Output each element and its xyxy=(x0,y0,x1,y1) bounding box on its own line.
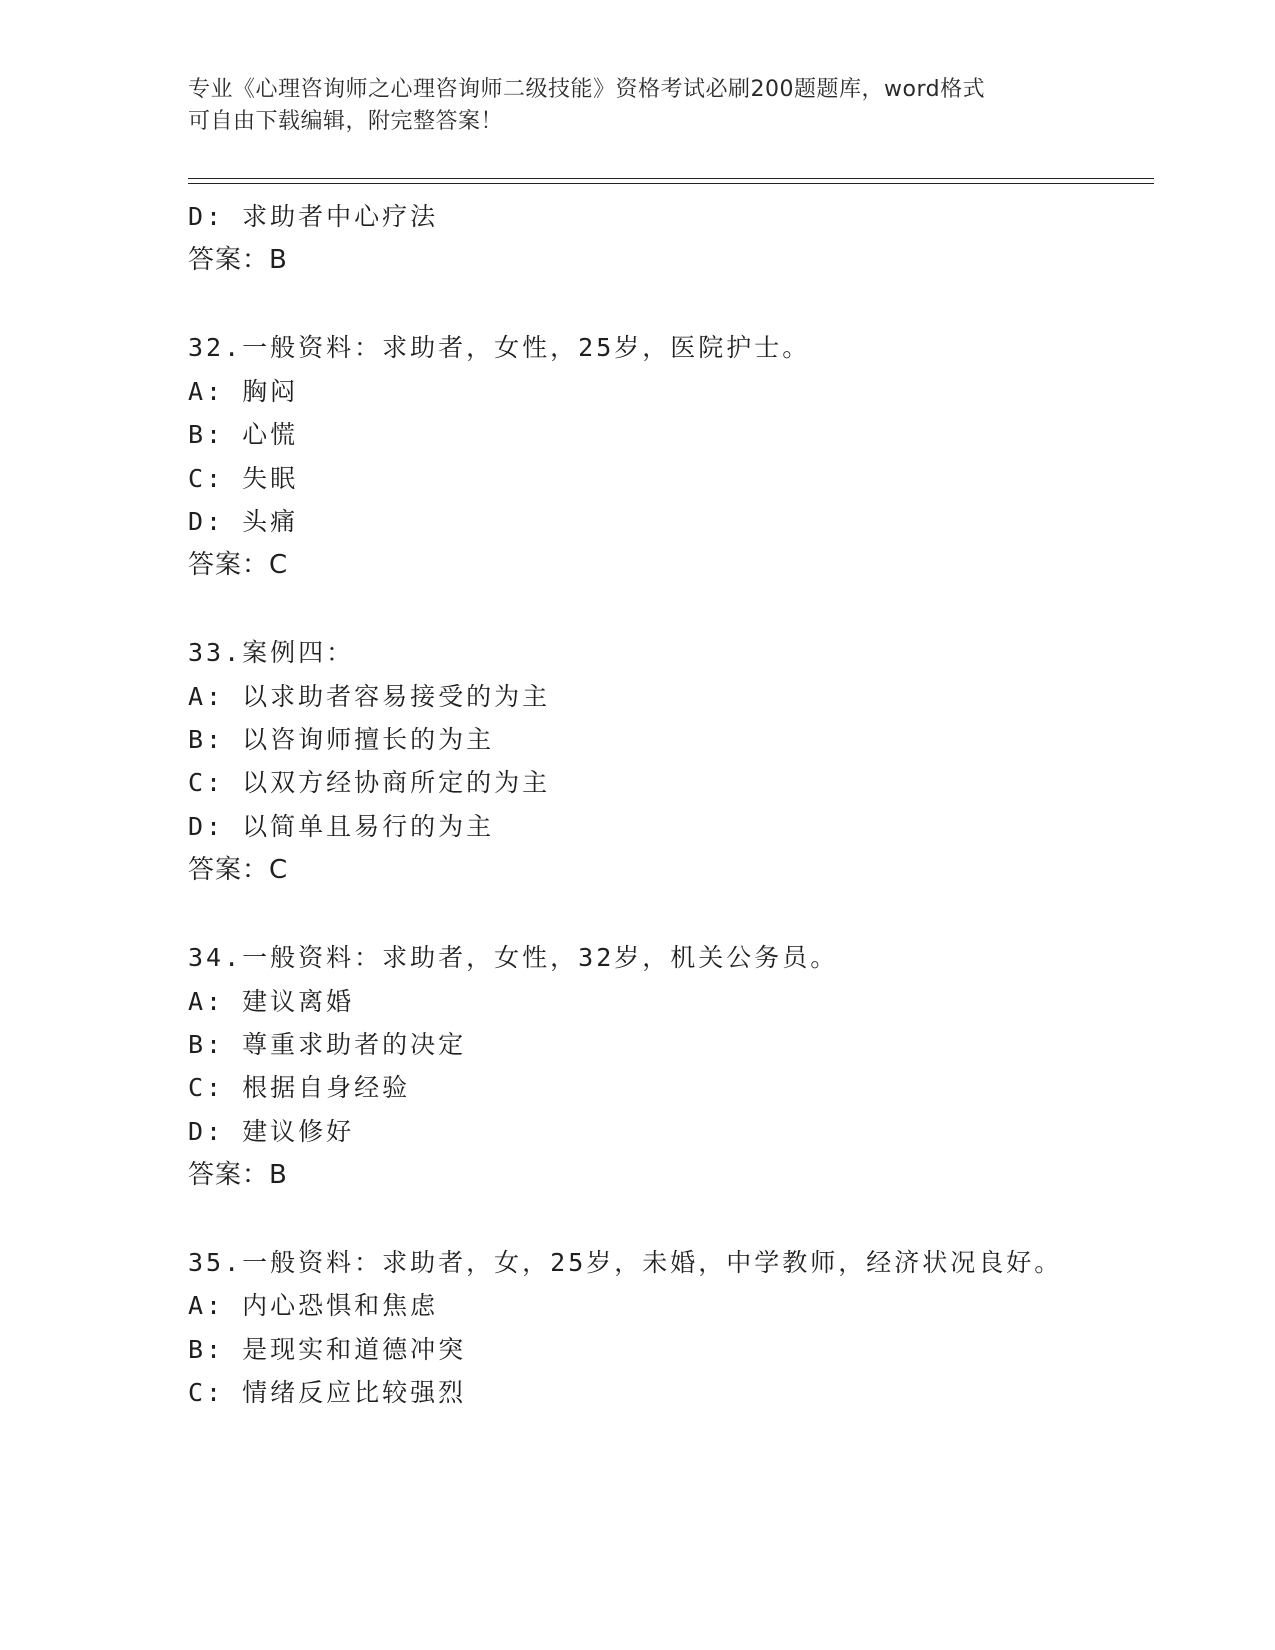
option-line: D: 建议修好 xyxy=(188,1117,355,1146)
question-line: 35.一般资料：求助者，女，25岁，未婚，中学教师，经济状况良好。 xyxy=(188,1248,1063,1277)
header-line-1: 专业《心理咨询师之心理咨询师二级技能》资格考试必刷200题题库，word格式 xyxy=(188,77,986,102)
answer-line: 答案：C xyxy=(188,855,289,885)
option-line: C: 以双方经协商所定的为主 xyxy=(188,768,551,797)
header-divider-top xyxy=(188,178,1154,179)
option-line: B: 尊重求助者的决定 xyxy=(188,1030,467,1059)
option-line: D: 求助者中心疗法 xyxy=(188,202,439,231)
document-header xyxy=(188,74,1088,138)
option-line: B: 以咨询师擅长的为主 xyxy=(188,725,495,754)
option-line: D: 头痛 xyxy=(188,507,299,536)
option-line: A: 建议离婚 xyxy=(188,987,355,1016)
option-line: C: 失眠 xyxy=(188,464,299,493)
option-line: D: 以简单且易行的为主 xyxy=(188,812,495,841)
option-line: A: 内心恐惧和焦虑 xyxy=(188,1291,439,1320)
question-line: 34.一般资料：求助者，女性，32岁，机关公务员。 xyxy=(188,943,839,972)
answer-line: 答案：B xyxy=(188,245,288,275)
option-line: B: 心慌 xyxy=(188,420,299,449)
question-line: 33.案例四： xyxy=(188,638,355,667)
header-line-2: 可自由下载编辑，附完整答案！ xyxy=(188,109,504,134)
question-line: 32.一般资料：求助者，女性，25岁，医院护士。 xyxy=(188,333,811,362)
option-line: B: 是现实和道德冲突 xyxy=(188,1335,467,1364)
answer-line: 答案：B xyxy=(188,1160,288,1190)
header-divider-bottom xyxy=(188,183,1154,184)
option-line: A: 以求助者容易接受的为主 xyxy=(188,682,551,711)
option-line: A: 胸闷 xyxy=(188,377,299,406)
option-line: C: 根据自身经验 xyxy=(188,1073,411,1102)
answer-line: 答案：C xyxy=(188,550,289,580)
option-line: C: 情绪反应比较强烈 xyxy=(188,1378,467,1407)
